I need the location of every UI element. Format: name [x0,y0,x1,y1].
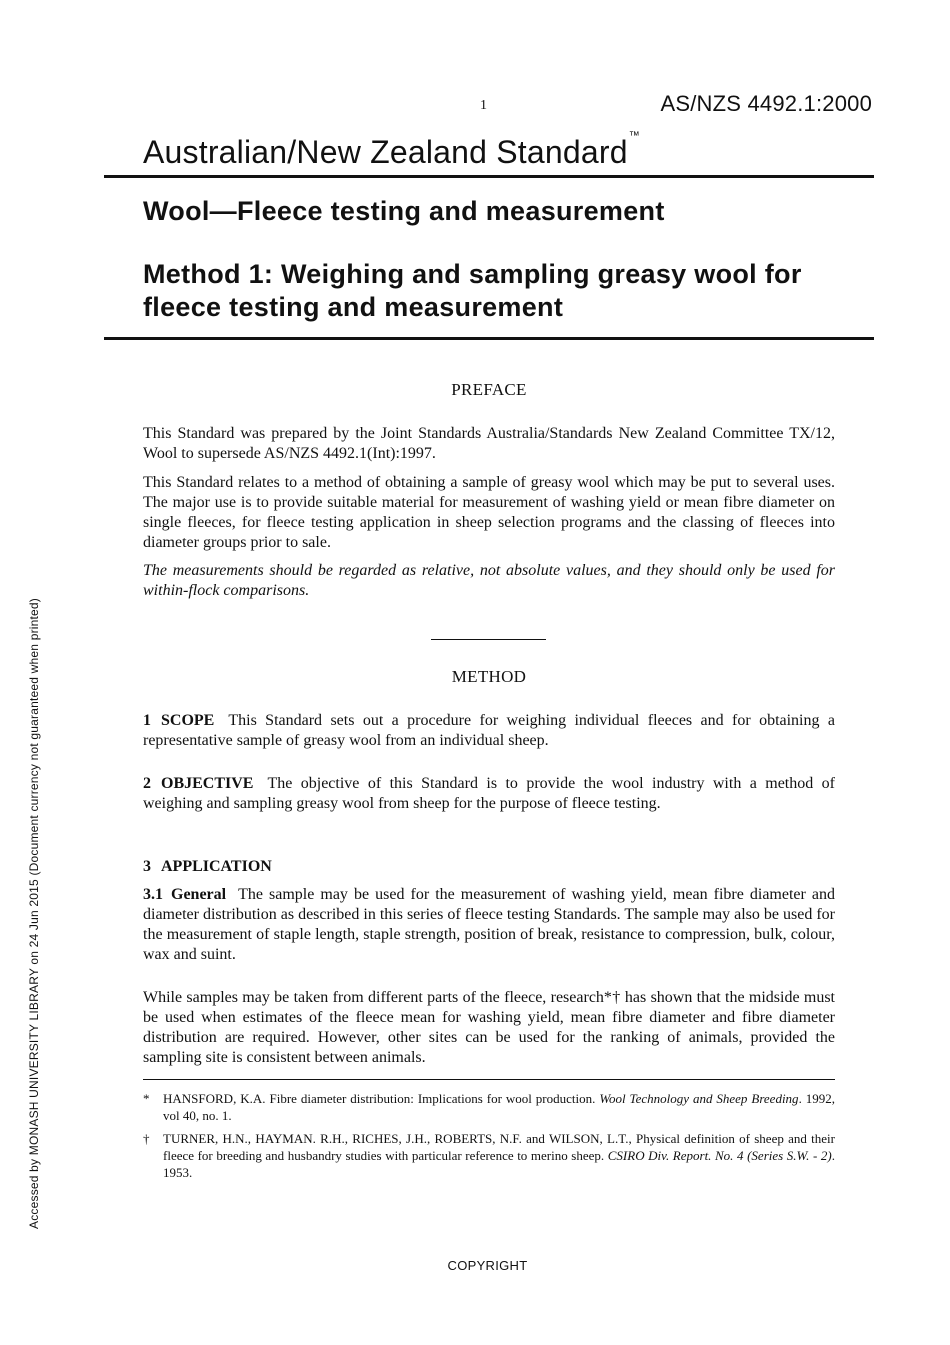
access-watermark: Accessed by MONASH UNIVERSITY LIBRARY on 24 Jun 2015 (Document currency not guaranteed when printed) [27,598,41,1229]
scope-clause [143,711,835,751]
preface-paragraph: This Standard was prepared by the Joint Standards Australia/Standards New Zealand Committee TX/12, Wool to supersede AS/NZS 4492.1(Int):1997. [143,425,835,462]
footnote-tail: . 1953. [163,1148,835,1180]
footnote-rule [143,1079,835,1080]
objective-clause [143,774,835,814]
trademark-symbol: ™ [628,130,640,143]
clause-number: 3.1 [143,886,163,903]
footnote-mark: † [143,1131,150,1146]
clause-title: General [171,886,227,903]
footnote-text: HANSFORD, K.A. Fibre diameter distribution: Implications for wool production. [163,1091,596,1106]
clause-number: 3 [143,858,151,875]
footnote [143,1130,835,1181]
top-rule [104,175,874,178]
footnote-journal: CSIRO Div. Report. No. 4 (Series S.W. - 2) [607,1148,832,1163]
general-clause [143,885,835,965]
method-heading: METHOD [451,667,527,686]
method-title: Method 1: Weighing and sampling greasy wool for fleece testing and measurement [143,259,802,322]
clause-title: APPLICATION [161,858,272,875]
clause-text: The sample may be used for the measurement of washing yield, mean fibre diameter and diameter distribution as described in this series of fleece testing Standards. The sample may also be used for the measurement of staple length, staple strength, position of break, resistance to compression, bulk, colour, wax and suint. [143,886,835,963]
document-title: Wool—Fleece testing and measurement [143,196,665,226]
clause-number: 2 [143,775,151,792]
bottom-rule [104,337,874,340]
footnote [143,1090,835,1124]
clause-text: This Standard sets out a procedure for weighing individual fleeces and for obtaining a representative sample of greasy wool from an individual sheep. [143,712,835,749]
preface-paragraph: This Standard relates to a method of obtaining a sample of greasy wool which may be put to several uses. The major use is to provide suitable material for measurement of washing yield or mean fibre diameter on single fleeces, for fleece testing application in sheep selection programs and the classing of fleeces into diameter groups prior to sale. [143,474,835,551]
footnote-tail: . 1992, vol 40, no. 1. [163,1091,836,1123]
standard-title-text: Australian/New Zealand Standard [143,134,628,170]
standard-code: AS/NZS 4492.1:2000 [660,91,872,116]
clause-number: 1 [143,712,151,729]
footnote-mark: * [143,1091,150,1106]
section-divider [431,639,546,640]
clause-text: The objective of this Standard is to provide the wool industry with a method of weighing and sampling greasy wool from sheep for the purpose of fleece testing. [143,775,835,812]
footnote-text: TURNER, H.N., HAYMAN. R.H., RICHES, J.H., ROBERTS, N.F. and WILSON, L.T., Physical definition of sheep and their fleece for breeding and husbandry studies with particular reference to merino sheep. [163,1131,835,1163]
page-number: 1 [480,98,487,113]
clause-title: OBJECTIVE [161,775,254,792]
preface-heading: PREFACE [451,380,527,399]
application-heading [143,857,835,877]
research-paragraph: While samples may be taken from different parts of the fleece, research*† has shown that the midside must be used when estimates of the fleece mean for washing yield, mean fibre diameter and fibre diameter distribution are required. However, other sites can be used for the ranking of animals, provided the sampling site is consistent between animals. [143,989,835,1066]
clause-title: SCOPE [161,712,215,729]
copyright-footer: COPYRIGHT [447,1258,528,1273]
preface-note: The measurements should be regarded as relative, not absolute values, and they should only be used for within-flock comparisons. [143,562,835,599]
standard-title [143,130,640,171]
footnote-journal: Wool Technology and Sheep Breeding [599,1091,799,1106]
